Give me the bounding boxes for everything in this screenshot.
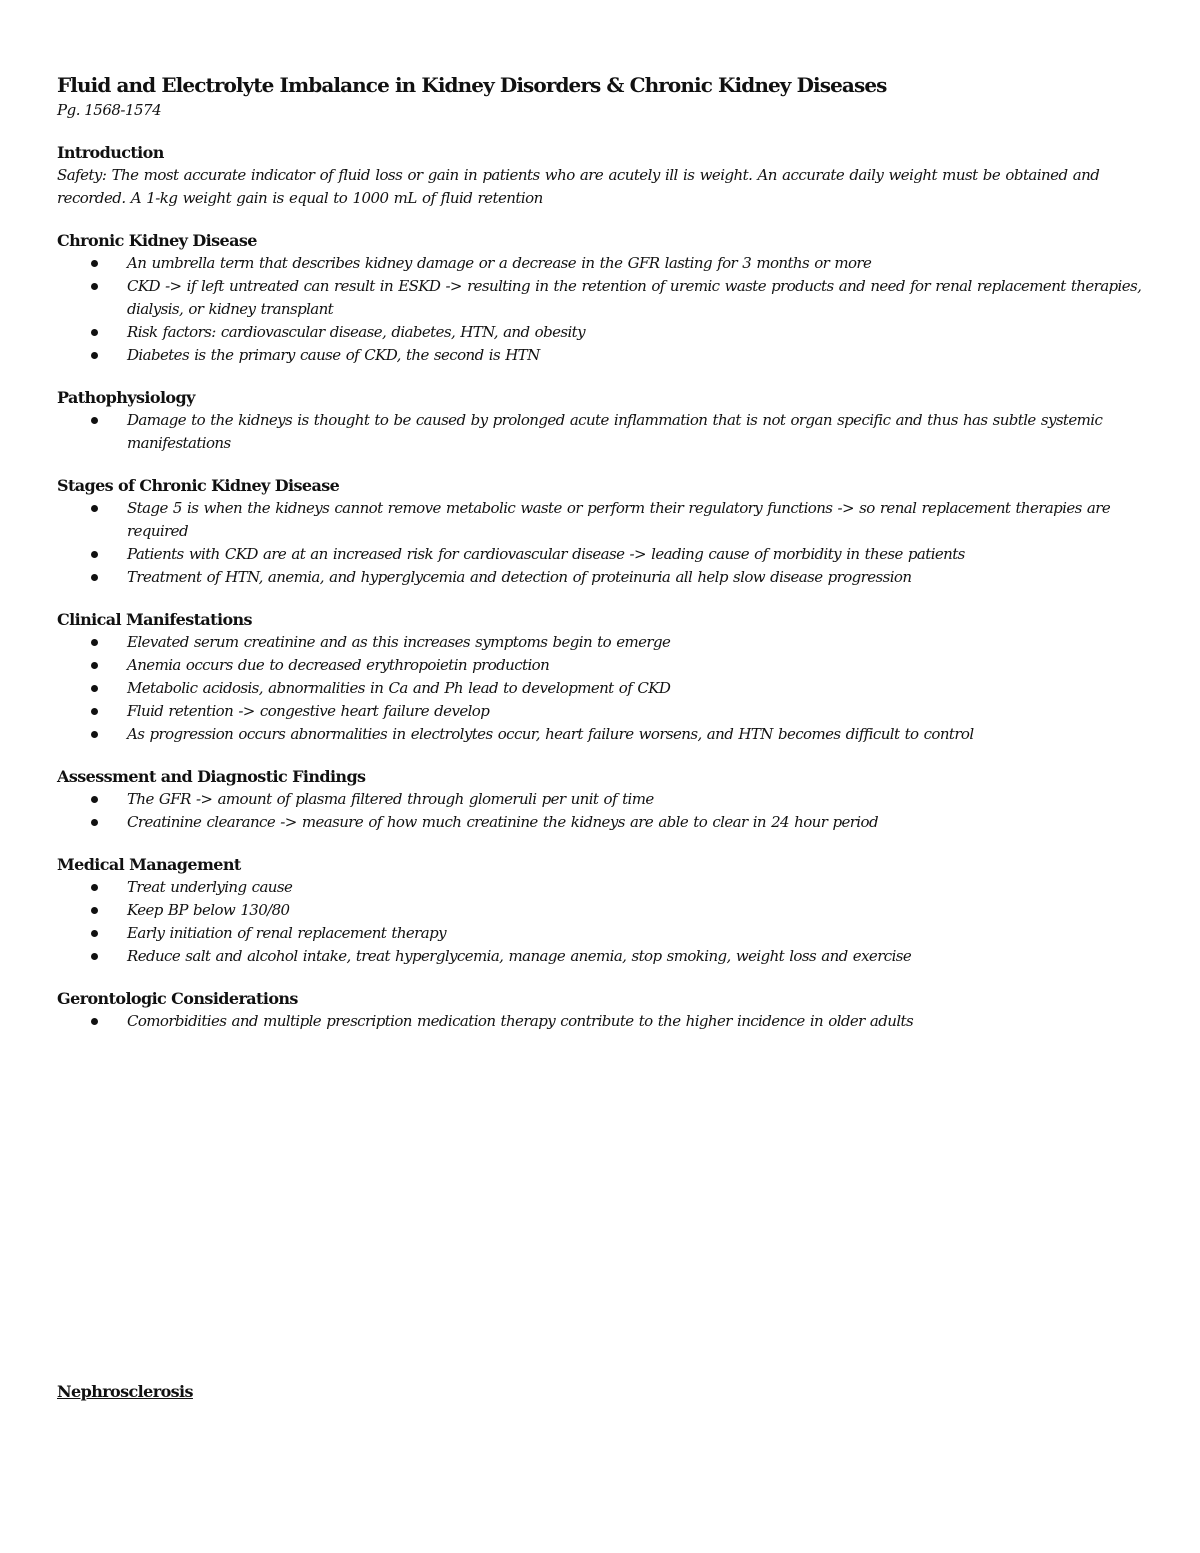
list-item (127, 497, 1157, 543)
list-item-text: Treatment of HTN, anemia, and hyperglycemia and detection of proteinuria all help slow disease progression (127, 568, 912, 586)
bullet-icon (91, 505, 98, 512)
list-item (127, 543, 1157, 566)
list-item-text: Creatinine clearance -> measure of how much creatinine the kidneys are able to clear in 24 hour period (127, 813, 878, 831)
bullet-icon (91, 953, 98, 960)
list-item (127, 899, 1157, 922)
list-item-text: Treat underlying cause (127, 878, 293, 896)
list-item (127, 788, 1157, 811)
list-item (127, 700, 1157, 723)
section-assessment (57, 766, 1157, 834)
list-item (127, 945, 1157, 968)
section-gerontologic (57, 988, 1157, 1033)
bullet-icon (91, 819, 98, 826)
list-item (127, 409, 1157, 455)
list-item (127, 811, 1157, 834)
section-stages (57, 475, 1157, 589)
list-item (127, 631, 1157, 654)
section-pathophysiology (57, 387, 1157, 455)
list-item-text: Comorbidities and multiple prescription medication therapy contribute to the higher incidence in older adults (127, 1012, 914, 1030)
bullet-icon (91, 708, 98, 715)
bullet-icon (91, 551, 98, 558)
list-item (127, 321, 1157, 344)
list-item (127, 252, 1157, 275)
bullet-icon (91, 884, 98, 891)
assessment-list (57, 788, 1157, 834)
section-introduction (57, 142, 1157, 210)
list-item-text: As progression occurs abnormalities in electrolytes occur, heart failure worsens, and HTN becomes difficult to control (127, 725, 974, 743)
section-heading-gerontologic: Gerontologic Considerations (57, 989, 298, 1008)
list-item-text: Early initiation of renal replacement therapy (127, 924, 446, 942)
list-item-text: Damage to the kidneys is thought to be caused by prolonged acute inflammation that is not organ specific and thus has subtle systemic manifestations (127, 411, 1103, 452)
bullet-icon (91, 260, 98, 267)
stages-list (57, 497, 1157, 589)
bullet-icon (91, 1018, 98, 1025)
section-heading-introduction: Introduction (57, 143, 164, 162)
document-title: Fluid and Electrolyte Imbalance in Kidney Disorders & Chronic Kidney Diseases (57, 73, 887, 97)
bullet-icon (91, 662, 98, 669)
introduction-text: Safety: The most accurate indicator of fluid loss or gain in patients who are acutely ill is weight. An accurate daily weight must be obtained and recorded. A 1-kg weight gain is equal to 1000 mL of fluid retention (57, 166, 1100, 207)
list-item-text: Reduce salt and alcohol intake, treat hyperglycemia, manage anemia, stop smoking, weight loss and exercise (127, 947, 912, 965)
list-item-text: Elevated serum creatinine and as this increases symptoms begin to emerge (127, 633, 671, 651)
section-heading-stages: Stages of Chronic Kidney Disease (57, 476, 340, 495)
list-item (127, 566, 1157, 589)
bullet-icon (91, 574, 98, 581)
list-item (127, 654, 1157, 677)
list-item-text: Stage 5 is when the kidneys cannot remove metabolic waste or perform their regulatory functions -> so renal replacement therapies are required (127, 499, 1111, 540)
list-item-text: Patients with CKD are at an increased risk for cardiovascular disease -> leading cause of morbidity in these patients (127, 545, 965, 563)
bullet-icon (91, 352, 98, 359)
ckd-list (57, 252, 1157, 367)
bullet-icon (91, 283, 98, 290)
list-item-text: Risk factors: cardiovascular disease, diabetes, HTN, and obesity (127, 323, 585, 341)
list-item-text: Fluid retention -> congestive heart failure develop (127, 702, 490, 720)
medical-list (57, 876, 1157, 968)
list-item (127, 344, 1157, 367)
bullet-icon (91, 796, 98, 803)
list-item (127, 922, 1157, 945)
list-item-text: Anemia occurs due to decreased erythropoietin production (127, 656, 550, 674)
section-heading-assessment: Assessment and Diagnostic Findings (57, 767, 366, 786)
pathophysiology-list (57, 409, 1157, 455)
page-range: Pg. 1568-1574 (57, 101, 162, 119)
list-item (127, 677, 1157, 700)
list-item-text: Diabetes is the primary cause of CKD, the second is HTN (127, 346, 540, 364)
section-heading-nephrosclerosis: Nephrosclerosis (57, 1382, 193, 1401)
list-item (127, 723, 1157, 746)
bullet-icon (91, 930, 98, 937)
list-item-text: CKD -> if left untreated can result in ESKD -> resulting in the retention of uremic waste products and need for renal replacement therapies, dialysis, or kidney transplant (127, 277, 1142, 318)
bullet-icon (91, 417, 98, 424)
bullet-icon (91, 639, 98, 646)
bullet-icon (91, 731, 98, 738)
section-heading-ckd: Chronic Kidney Disease (57, 231, 257, 250)
section-heading-clinical: Clinical Manifestations (57, 610, 252, 629)
section-heading-pathophysiology: Pathophysiology (57, 388, 195, 407)
list-item-text: Metabolic acidosis, abnormalities in Ca and Ph lead to development of CKD (127, 679, 671, 697)
section-ckd (57, 230, 1157, 367)
document-page (57, 72, 1157, 1033)
list-item (127, 876, 1157, 899)
bullet-icon (91, 907, 98, 914)
list-item-text: The GFR -> amount of plasma filtered through glomeruli per unit of time (127, 790, 654, 808)
clinical-list (57, 631, 1157, 746)
bullet-icon (91, 685, 98, 692)
list-item-text: Keep BP below 130/80 (127, 901, 290, 919)
list-item-text: An umbrella term that describes kidney damage or a decrease in the GFR lasting for 3 months or more (127, 254, 872, 272)
section-clinical (57, 609, 1157, 746)
section-heading-medical: Medical Management (57, 855, 241, 874)
list-item (127, 1010, 1157, 1033)
section-medical (57, 854, 1157, 968)
list-item (127, 275, 1157, 321)
bullet-icon (91, 329, 98, 336)
gerontologic-list (57, 1010, 1157, 1033)
